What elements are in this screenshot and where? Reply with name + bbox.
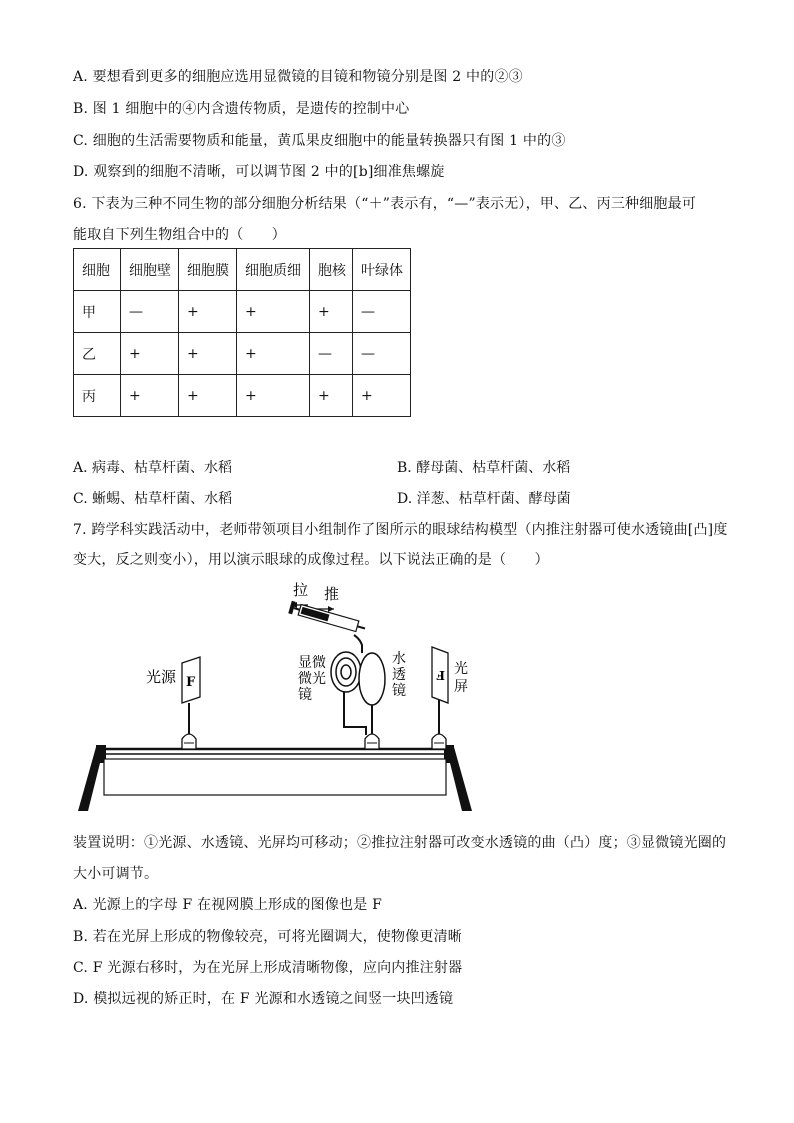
table-cell: + bbox=[179, 375, 237, 417]
syringe bbox=[288, 581, 367, 653]
q7-option-d: D. 模拟远视的矫正时，在 F 光源和水透镜之间竖一块凹透镜 bbox=[73, 991, 454, 1007]
table-cell: — bbox=[121, 291, 179, 333]
light-source-label: 光源 bbox=[146, 668, 177, 686]
table-row bbox=[74, 333, 411, 375]
light-source-letter: F bbox=[186, 675, 196, 690]
q6-stem-line2: 能取自下列生物组合中的（ ） bbox=[73, 227, 286, 243]
table-cell: + bbox=[310, 291, 353, 333]
table-cell: + bbox=[237, 333, 310, 375]
screen-label-line2: 屏 bbox=[454, 679, 468, 695]
eye-model-apparatus-figure bbox=[70, 575, 480, 815]
table-cell: + bbox=[237, 375, 310, 417]
q7-stem-line1: 7. 跨学科实践活动中，老师带领项目小组制作了图所示的眼球结构模型（内推注射器可使水透镜曲[凸]度 bbox=[73, 522, 728, 538]
push-arrow-icon bbox=[328, 606, 334, 612]
push-label: 推 bbox=[324, 585, 340, 603]
q7-note-line2: 大小可调节。 bbox=[73, 866, 159, 882]
aperture-label-line2: 微光 bbox=[298, 671, 326, 687]
table-cell: + bbox=[121, 375, 179, 417]
table-cell: — bbox=[353, 333, 411, 375]
table-header-cell: 胞核 bbox=[310, 249, 353, 291]
q6-option-c: C. 蜥蜴、枯草杆菌、水稻 bbox=[73, 491, 233, 507]
q7-option-a: A. 光源上的字母 F 在视网膜上形成的图像也是 F bbox=[73, 897, 382, 913]
table-header-row bbox=[74, 249, 411, 291]
optical-bench bbox=[78, 745, 472, 811]
water-lens-label-line2: 透 bbox=[392, 667, 406, 683]
q5-option-b: B. 图 1 细胞中的④内含遗传物质，是遗传的控制中心 bbox=[73, 101, 410, 117]
aperture-label-line3: 镜 bbox=[298, 687, 312, 703]
water-lens-label-line1: 水 bbox=[392, 651, 406, 667]
aperture-label-line1: 显微 bbox=[298, 655, 326, 671]
table-cell: — bbox=[310, 333, 353, 375]
table-header-cell: 细胞膜 bbox=[179, 249, 237, 291]
table-cell: + bbox=[310, 375, 353, 417]
water-lens-label-line3: 镜 bbox=[392, 683, 406, 699]
light-source bbox=[146, 657, 200, 749]
table-header-cell: 细胞 bbox=[74, 249, 121, 291]
q7-option-c: C. F 光源右移时，为在光屏上形成清晰物像，应向内推注射器 bbox=[73, 960, 463, 976]
table-cell: + bbox=[121, 333, 179, 375]
q7-stem-line2: 变大，反之则变小），用以演示眼球的成像过程。以下说法正确的是（ ） bbox=[73, 552, 549, 568]
table-header-cell: 细胞质细 bbox=[237, 249, 310, 291]
table-cell: — bbox=[353, 291, 411, 333]
table-header-cell: 细胞壁 bbox=[121, 249, 179, 291]
microscope-aperture bbox=[298, 652, 366, 735]
q7-option-b: B. 若在光屏上形成的物像较亮，可将光圈调大，使物像更清晰 bbox=[73, 929, 462, 945]
q6-stem-line1: 6. 下表为三种不同生物的部分细胞分析结果（“＋”表示有，“—”表示无），甲、乙、丙三种细胞最可 bbox=[73, 196, 697, 212]
table-row bbox=[74, 375, 411, 417]
q5-option-a: A. 要想看到更多的细胞应选用显微镜的目镜和物镜分别是图 2 中的②③ bbox=[73, 69, 523, 85]
screen-label-line1: 光 bbox=[454, 661, 468, 677]
q6-option-d: D. 洋葱、枯草杆菌、酵母菌 bbox=[397, 491, 571, 507]
pull-label: 拉 bbox=[293, 581, 309, 599]
table-cell: + bbox=[353, 375, 411, 417]
screen-image-letter: F bbox=[436, 668, 445, 682]
q6-option-b: B. 酵母菌、枯草杆菌、水稻 bbox=[397, 460, 571, 476]
q7-note-line1: 装置说明：①光源、水透镜、光屏均可移动；②推拉注射器可改变水透镜的曲（凸）度；③显微镜光圈的 bbox=[73, 835, 727, 851]
q6-option-a: A. 病毒、枯草杆菌、水稻 bbox=[73, 460, 233, 476]
table-row bbox=[74, 291, 411, 333]
table-header-cell: 叶绿体 bbox=[353, 249, 411, 291]
q5-option-d: D. 观察到的细胞不清晰，可以调节图 2 中的[b]细准焦螺旋 bbox=[73, 164, 445, 180]
table-cell: + bbox=[179, 291, 237, 333]
table-cell: 甲 bbox=[74, 291, 121, 333]
table-cell: 丙 bbox=[74, 375, 121, 417]
table-cell: + bbox=[237, 291, 310, 333]
cell-analysis-table bbox=[73, 248, 411, 417]
table-cell: 乙 bbox=[74, 333, 121, 375]
light-screen bbox=[432, 647, 468, 749]
q5-option-c: C. 细胞的生活需要物质和能量，黄瓜果皮细胞中的能量转换器只有图 1 中的③ bbox=[73, 133, 566, 149]
table-cell: + bbox=[179, 333, 237, 375]
